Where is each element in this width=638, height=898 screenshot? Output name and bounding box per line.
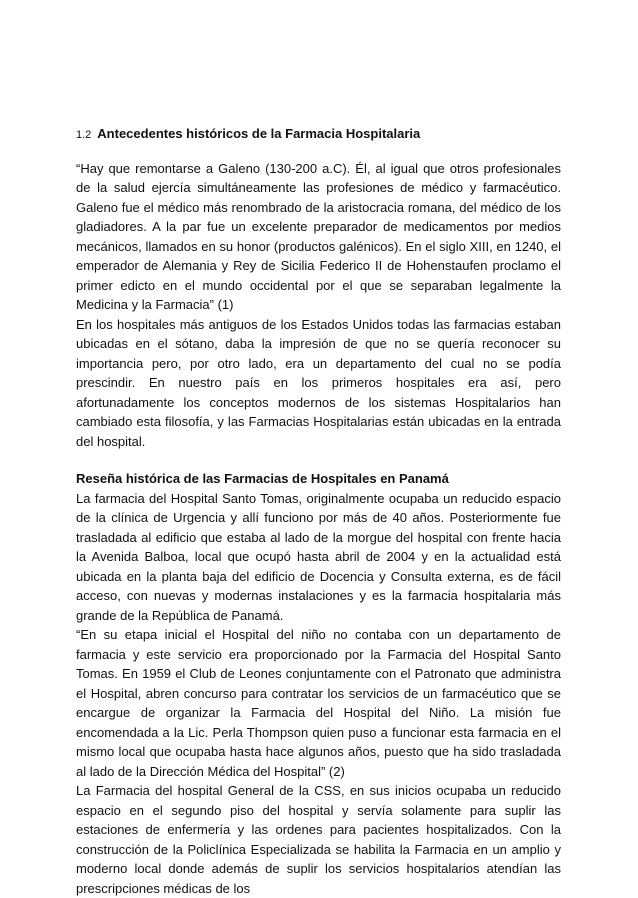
paragraph-galeno: “Hay que remontarse a Galeno (130-200 a.C). Él, al igual que otros profesionales de la salud ejercía simultáneamente las profesiones de médico y farmacéutico. Galeno fue el médico más renombrado de la aristocracia romana, del médico de los gladiadores. A la par fue un excelente preparador de medicamentos por medios mecánicos, llamados en su honor (productos galénicos). En el siglo XIII, en 1240, el emperador de Alemania y Rey de Sicilia Federico II de Hohenstaufen proclamo el primer edicto en el mundo occidental por el que se separaban legalmente la Medicina y la Farmacia” (1) [76,160,561,312]
paragraph-gap [76,451,561,469]
document-page [76,124,561,898]
paragraph-css: La Farmacia del hospital General de la CSS, en sus inicios ocupaba un reducido espacio en el segundo piso del hospital y servía solamente para suplir las estaciones de enfermería y las ordenes para pacientes hospitalizados. Con la construcción de la Policlínica Especializada se habilita la Farmacia en un amplio y moderno local donde además de suplir los servicios hospitalarios atendían las prescripciones médicas de los [76,783,561,896]
subsection-heading: Reseña histórica de las Farmacias de Hospitales en Panamá [76,471,449,486]
section-number: 1.2 [76,129,92,141]
paragraph-hospital-nino: “En su etapa inicial el Hospital del niño no contaba con un departamento de farmacia y este servicio era proporcionado por la Farmacia del Hospital Santo Tomas. En 1959 el Club de Leones conjuntamente con el Patronato que administra el Hospital, abren concurso para contratar los servicios de un farmacéutico que se encargue de organizar la Farmacia del Hospital del Niño. La misión fue encomendada a la Lic. Perla Thompson quien puso a funcionar esta farmacia en el mismo local que ocupaba hasta hace algunos años, puesto que ha sido trasladada al lado de la Dirección Médica del Hospital” (2) [76,627,561,779]
paragraph-santo-tomas: La farmacia del Hospital Santo Tomas, originalmente ocupaba un reducido espacio de la clínica de Urgencia y allí funciono por más de 40 años. Posteriormente fue trasladada al edificio que estaba al lado de la morgue del hospital con frente hacia la Avenida Balboa, local que ocupó hasta abril de 2004 y en la actualidad está ubicada en la planta baja del edificio de Docencia y Consulta externa, es de fácil acceso, con nuevas y modernas instalaciones y es la farmacia hospitalaria más grande de la República de Panamá. [76,490,561,623]
paragraph-hospitales-eeuu: En los hospitales más antiguos de los Estados Unidos todas las farmacias estaban ubicadas en el sótano, daba la impresión de que no se quería reconocer su importancia pero, por otro lado, era un departamento del cual no se podía prescindir. En nuestro país en los primeros hospitales era así, pero afortunadamente los conceptos modernos de los sistemas Hospitalarios han cambiado esta filosofía, y las Farmacias Hospitalarias están ubicadas en la entrada del hospital. [76,316,561,449]
section-title: Antecedentes históricos de la Farmacia Hospitalaria [97,126,421,141]
section-heading [76,124,561,146]
